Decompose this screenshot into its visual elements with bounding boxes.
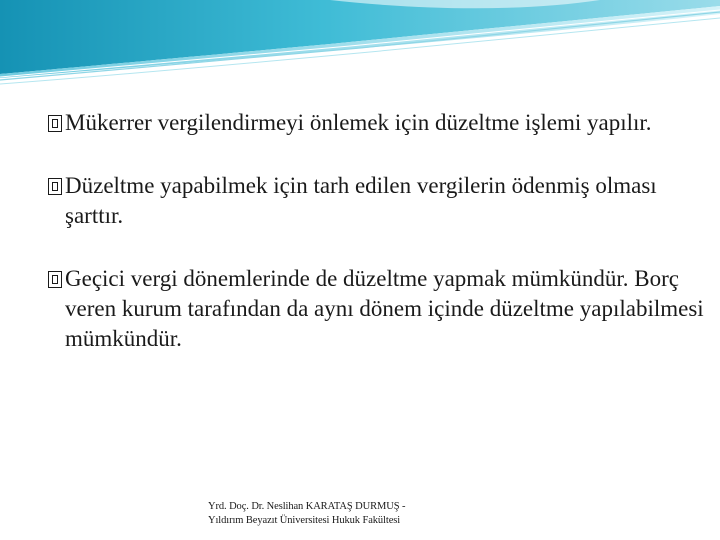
header-wave-decoration <box>0 0 720 90</box>
bullet-item <box>48 264 708 354</box>
bullet-item <box>48 171 708 231</box>
bullet-text: Düzeltme yapabilmek için tarh edilen vergilerin ödenmiş olması şarttır. <box>65 173 657 228</box>
footer-line-author: Yrd. Doç. Dr. Neslihan KARATAŞ DURMUŞ - <box>208 501 406 512</box>
missing-glyph-box-icon <box>48 115 62 132</box>
missing-glyph-box-icon <box>48 271 62 288</box>
bullet-text: Mükerrer vergilendirmeyi önlemek için düzeltme işlemi yapılır. <box>65 110 652 135</box>
missing-glyph-box-icon <box>48 178 62 195</box>
bullet-text: Geçici vergi dönemlerinde de düzeltme yapmak mümkündür. Borç veren kurum tarafından da aynı dönem içinde düzeltme yapılabilmesi mümkündür. <box>65 266 704 351</box>
bullet-list <box>48 108 708 387</box>
footer-line-institution: Yıldırım Beyazıt Üniversitesi Hukuk Fakültesi <box>208 515 401 526</box>
footer-author <box>208 500 405 528</box>
bullet-item <box>48 108 708 138</box>
